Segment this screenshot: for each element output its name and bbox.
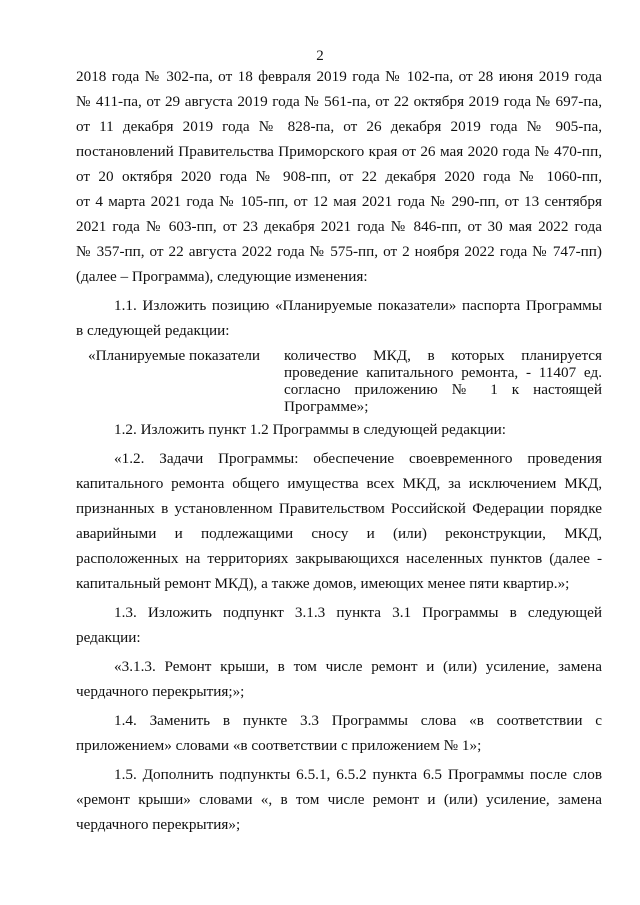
- text-line: 1.4. Заменить в пункте 3.3 Программы слова «в соответствии с: [114, 712, 602, 729]
- text-line: «1.2. Задачи Программы: обеспечение своевременного проведения: [114, 450, 602, 467]
- document-body: [76, 64, 602, 837]
- passport-value-line: количество МКД, в которых планируется: [284, 347, 602, 364]
- text-line: от 11 декабря 2019 года № 828-па, от 26 декабря 2019 года № 905-па,: [76, 118, 602, 135]
- item-1-1-paragraph: [76, 293, 602, 343]
- quote-3-1-3-paragraph: [76, 654, 602, 704]
- text-line: (далее – Программа), следующие изменения:: [76, 268, 368, 285]
- text-line: «ремонт крыши» словами «, в том числе ремонт и (или) усиление, замена: [76, 791, 602, 808]
- text-line: постановлений Правительства Приморского края от 26 мая 2020 года № 470-пп,: [76, 143, 602, 160]
- text-line: от 20 октября 2020 года № 908-пп, от 22 декабря 2020 года № 1060-пп,: [76, 168, 602, 185]
- item-1-5-paragraph: [76, 762, 602, 837]
- text-line: от 4 марта 2021 года № 105-пп, от 12 мая 2021 года № 290-пп, от 13 сентября: [76, 193, 602, 210]
- text-line: 1.5. Дополнить подпункты 6.5.1, 6.5.2 пункта 6.5 Программы после слов: [114, 766, 602, 783]
- item-1-3-paragraph: [76, 600, 602, 650]
- passport-value-line: Программе»;: [284, 398, 369, 415]
- text-line: чердачного перекрытия»;: [76, 816, 241, 833]
- text-line: «3.1.3. Ремонт крыши, в том числе ремонт и (или) усиление, замена: [114, 658, 602, 675]
- text-line: капитальный ремонт МКД), а также домов, имеющих менее пяти квартир.»;: [76, 575, 570, 592]
- passport-value-line: согласно приложению № 1 к настоящей: [284, 381, 602, 398]
- text-line: 1.2. Изложить пункт 1.2 Программы в следующей редакции:: [114, 421, 506, 438]
- text-line: приложением» словами «в соответствии с приложением № 1»;: [76, 737, 482, 754]
- text-line: 1.3. Изложить подпункт 3.1.3 пункта 3.1 Программы в следующей: [114, 604, 602, 621]
- intro-paragraph: [76, 64, 602, 289]
- text-line: капитального ремонта общего имущества всех МКД, за исключением МКД,: [76, 475, 602, 492]
- item-1-2-paragraph: [76, 417, 602, 442]
- text-line: 1.1. Изложить позицию «Планируемые показатели» паспорта Программы: [114, 297, 602, 314]
- item-1-4-paragraph: [76, 708, 602, 758]
- passport-value-line: проведение капитального ремонта, - 11407 ед.: [284, 364, 602, 381]
- text-line: чердачного перекрытия;»;: [76, 683, 245, 700]
- passport-label: «Планируемые показатели: [88, 347, 261, 364]
- text-line: расположенных на территориях закрывающихся населенных пунктов (далее -: [76, 550, 602, 567]
- text-line: признанных в установленном Правительством Российской Федерации порядке: [76, 500, 602, 517]
- text-line: № 411-па, от 29 августа 2019 года № 561-па, от 22 октября 2019 года № 697-па,: [76, 93, 602, 110]
- text-line: 2021 года № 603-пп, от 23 декабря 2021 года № 846-пп, от 30 мая 2022 года: [76, 218, 602, 235]
- passport-value: [284, 347, 602, 415]
- text-line: аварийными и подлежащими сносу и (или) реконструкции, МКД,: [76, 525, 602, 542]
- page-number: 2: [316, 48, 324, 64]
- text-line: редакции:: [76, 629, 141, 646]
- text-line: 2018 года № 302-па, от 18 февраля 2019 года № 102-па, от 28 июня 2019 года: [76, 68, 602, 85]
- passport-entry: [76, 347, 602, 415]
- text-line: в следующей редакции:: [76, 322, 230, 339]
- quote-1-2-paragraph: [76, 446, 602, 596]
- text-line: № 357-пп, от 22 августа 2022 года № 575-пп, от 2 ноября 2022 года № 747-пп): [76, 243, 602, 260]
